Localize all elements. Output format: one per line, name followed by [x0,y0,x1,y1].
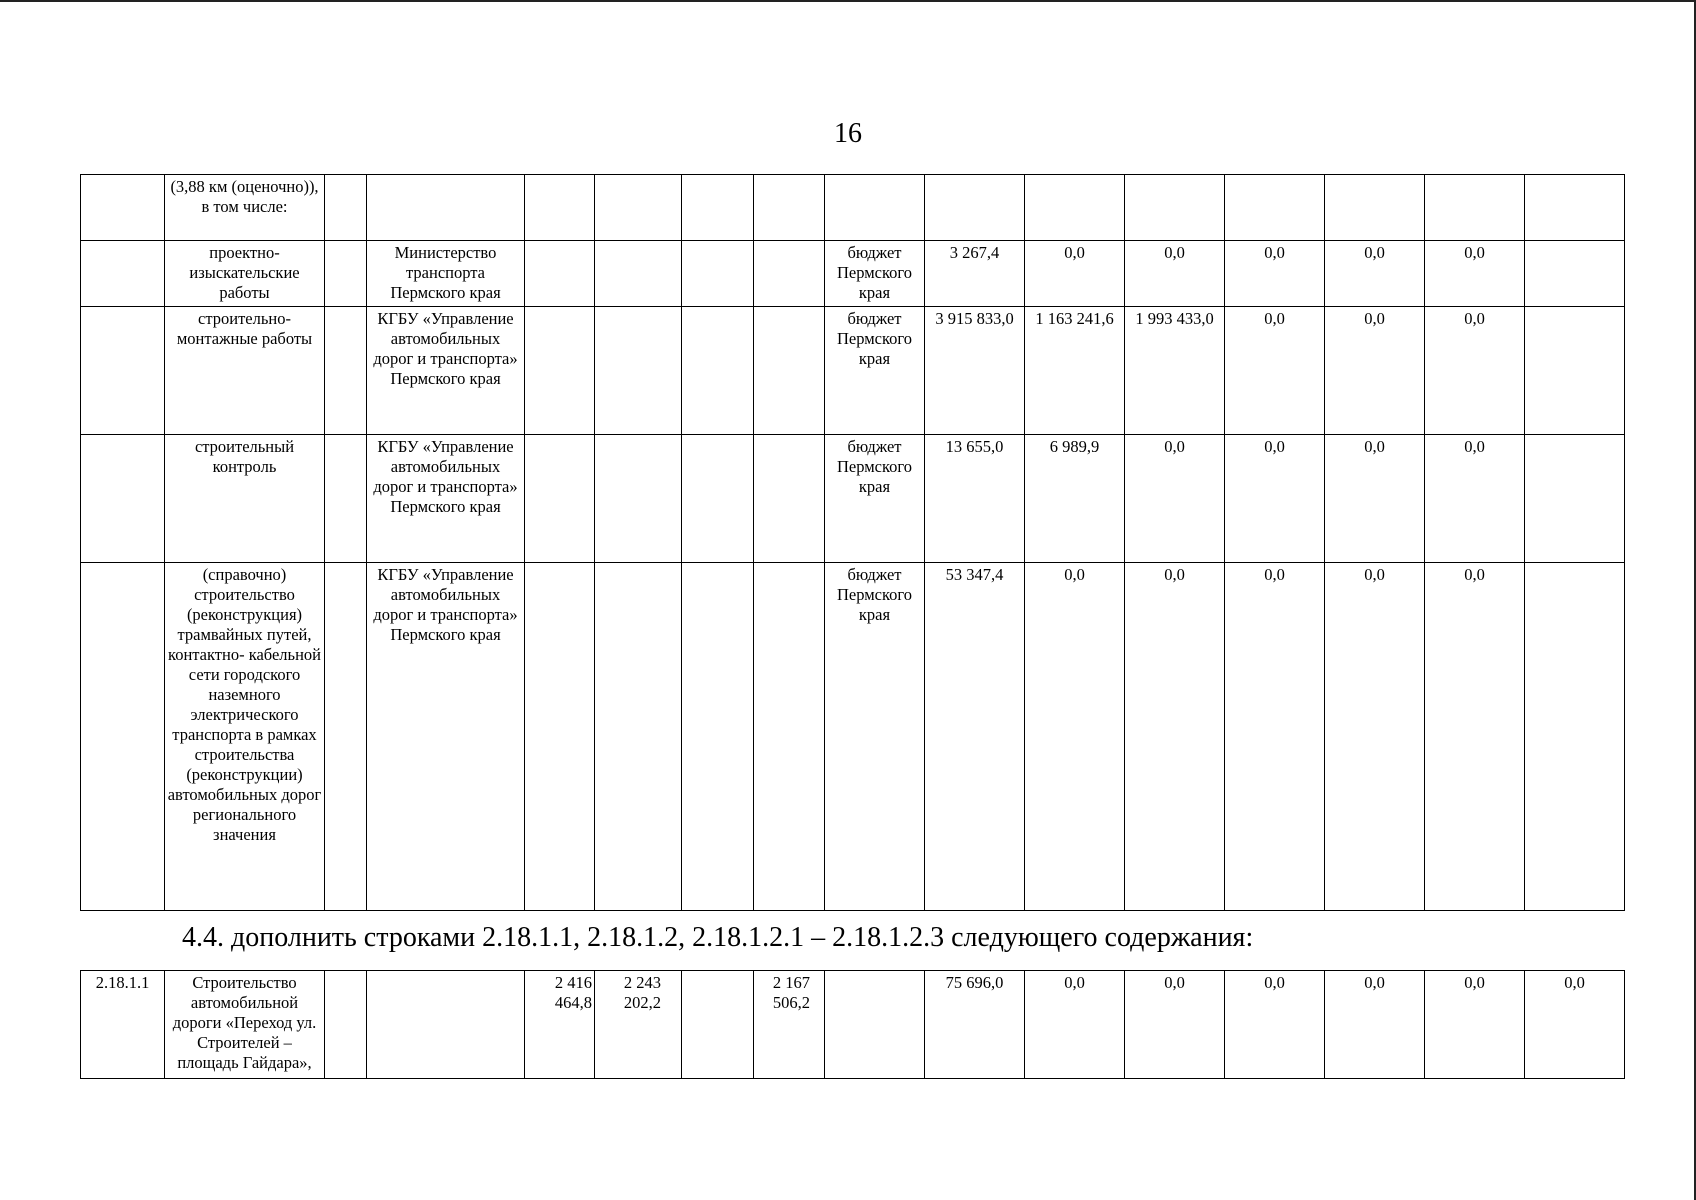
value-cell: 2 416 464,8 [525,971,595,1079]
value-cell: 53 347,4 [925,563,1025,911]
row-funding-source: бюджет Пермского края [825,241,925,307]
value-cell: 0,0 [1425,563,1525,911]
value-cell: 0,0 [1525,971,1625,1079]
value-cell: 0,0 [1225,307,1325,435]
value-cell: 0,0 [1425,241,1525,307]
value-cell: 13 655,0 [925,435,1025,563]
empty-cell [325,175,367,241]
row-funding-source: бюджет Пермского края [825,435,925,563]
empty-cell [754,241,825,307]
value-cell: 0,0 [1225,435,1325,563]
value-cell: 0,0 [1325,971,1425,1079]
value-cell: 0,0 [1425,435,1525,563]
value-cell: 0,0 [1425,307,1525,435]
value-cell: 0,0 [1325,241,1425,307]
row-executor [367,175,525,241]
table-row [81,563,1625,911]
value-cell [1125,175,1225,241]
empty-cell [682,175,754,241]
empty-cell [595,563,682,911]
empty-cell [1525,175,1625,241]
value-cell: 3 267,4 [925,241,1025,307]
row-code: 2.18.1.1 [81,971,165,1079]
empty-cell [682,563,754,911]
value-cell: 0,0 [1025,971,1125,1079]
value-cell: 1 163 241,6 [1025,307,1125,435]
empty-cell [682,435,754,563]
value-cell: 0,0 [1225,241,1325,307]
value-cell: 75 696,0 [925,971,1025,1079]
empty-cell [595,175,682,241]
empty-cell [595,435,682,563]
empty-cell [754,175,825,241]
value-cell: 0,0 [1225,563,1325,911]
value-cell: 1 993 433,0 [1125,307,1225,435]
value-cell: 0,0 [1025,563,1125,911]
row-code [81,307,165,435]
value-cell [1425,175,1525,241]
row-code [81,175,165,241]
row-name: проектно- изыскательские работы [165,241,325,307]
row-code [81,563,165,911]
empty-cell [682,971,754,1079]
empty-cell [754,307,825,435]
table-row [81,435,1625,563]
table-row [81,971,1625,1079]
value-cell: 0,0 [1325,307,1425,435]
value-cell [925,175,1025,241]
value-cell: 2 243 202,2 [595,971,682,1079]
value-cell: 0,0 [1325,563,1425,911]
table-row [81,175,1625,241]
value-cell [1325,175,1425,241]
empty-cell [325,563,367,911]
empty-cell [525,241,595,307]
row-executor: Министерство транспорта Пермского края [367,241,525,307]
empty-cell [525,175,595,241]
value-cell: 0,0 [1025,241,1125,307]
row-name: (справочно) строительство (реконструкция) трамвайных путей, контактно- кабельной сети городского наземного электрического транспорта в рамках строительства (реконструкции) автомобильных дорог регионального значения [165,563,325,911]
row-funding-source: бюджет Пермского края [825,563,925,911]
empty-cell [595,307,682,435]
value-cell [1025,175,1125,241]
empty-cell [682,307,754,435]
row-executor: КГБУ «Управление автомобильных дорог и транспорта» Пермского края [367,563,525,911]
row-executor: КГБУ «Управление автомобильных дорог и транспорта» Пермского края [367,307,525,435]
row-executor: КГБУ «Управление автомобильных дорог и транспорта» Пермского края [367,435,525,563]
value-cell [1225,175,1325,241]
value-cell: 2 167 506,2 [754,971,825,1079]
empty-cell [1525,435,1625,563]
value-cell: 0,0 [1125,241,1225,307]
row-code [81,435,165,563]
table-row [81,241,1625,307]
value-cell: 3 915 833,0 [925,307,1025,435]
value-cell: 0,0 [1125,971,1225,1079]
empty-cell [325,971,367,1079]
empty-cell [325,435,367,563]
empty-cell [325,307,367,435]
table-row [81,307,1625,435]
empty-cell [525,307,595,435]
value-cell: 6 989,9 [1025,435,1125,563]
continuation-table [80,174,1625,911]
row-name: Строительство автомобильной дороги «Переход ул. Строителей – площадь Гайдара», [165,971,325,1079]
value-cell: 0,0 [1225,971,1325,1079]
empty-cell [754,435,825,563]
scan-edge-top [0,0,1696,2]
amendment-heading: 4.4. дополнить строками 2.18.1.1, 2.18.1.2, 2.18.1.2.1 – 2.18.1.2.3 следующего содержания: [182,922,1254,953]
empty-cell [525,563,595,911]
addition-table [80,970,1625,1079]
row-name: строительно- монтажные работы [165,307,325,435]
value-cell: 0,0 [1125,563,1225,911]
empty-cell [1525,307,1625,435]
row-name: строительный контроль [165,435,325,563]
empty-cell [595,241,682,307]
empty-cell [682,241,754,307]
row-funding-source: бюджет Пермского края [825,307,925,435]
row-name: (3,88 км (оценочно)), в том числе: [165,175,325,241]
value-cell: 0,0 [1325,435,1425,563]
value-cell: 0,0 [1425,971,1525,1079]
value-cell: 0,0 [1125,435,1225,563]
empty-cell [1525,563,1625,911]
empty-cell [325,241,367,307]
empty-cell [754,563,825,911]
row-code [81,241,165,307]
empty-cell [525,435,595,563]
page-number: 16 [834,118,862,149]
empty-cell [825,971,925,1079]
empty-cell [367,971,525,1079]
empty-cell [1525,241,1625,307]
row-funding-source [825,175,925,241]
